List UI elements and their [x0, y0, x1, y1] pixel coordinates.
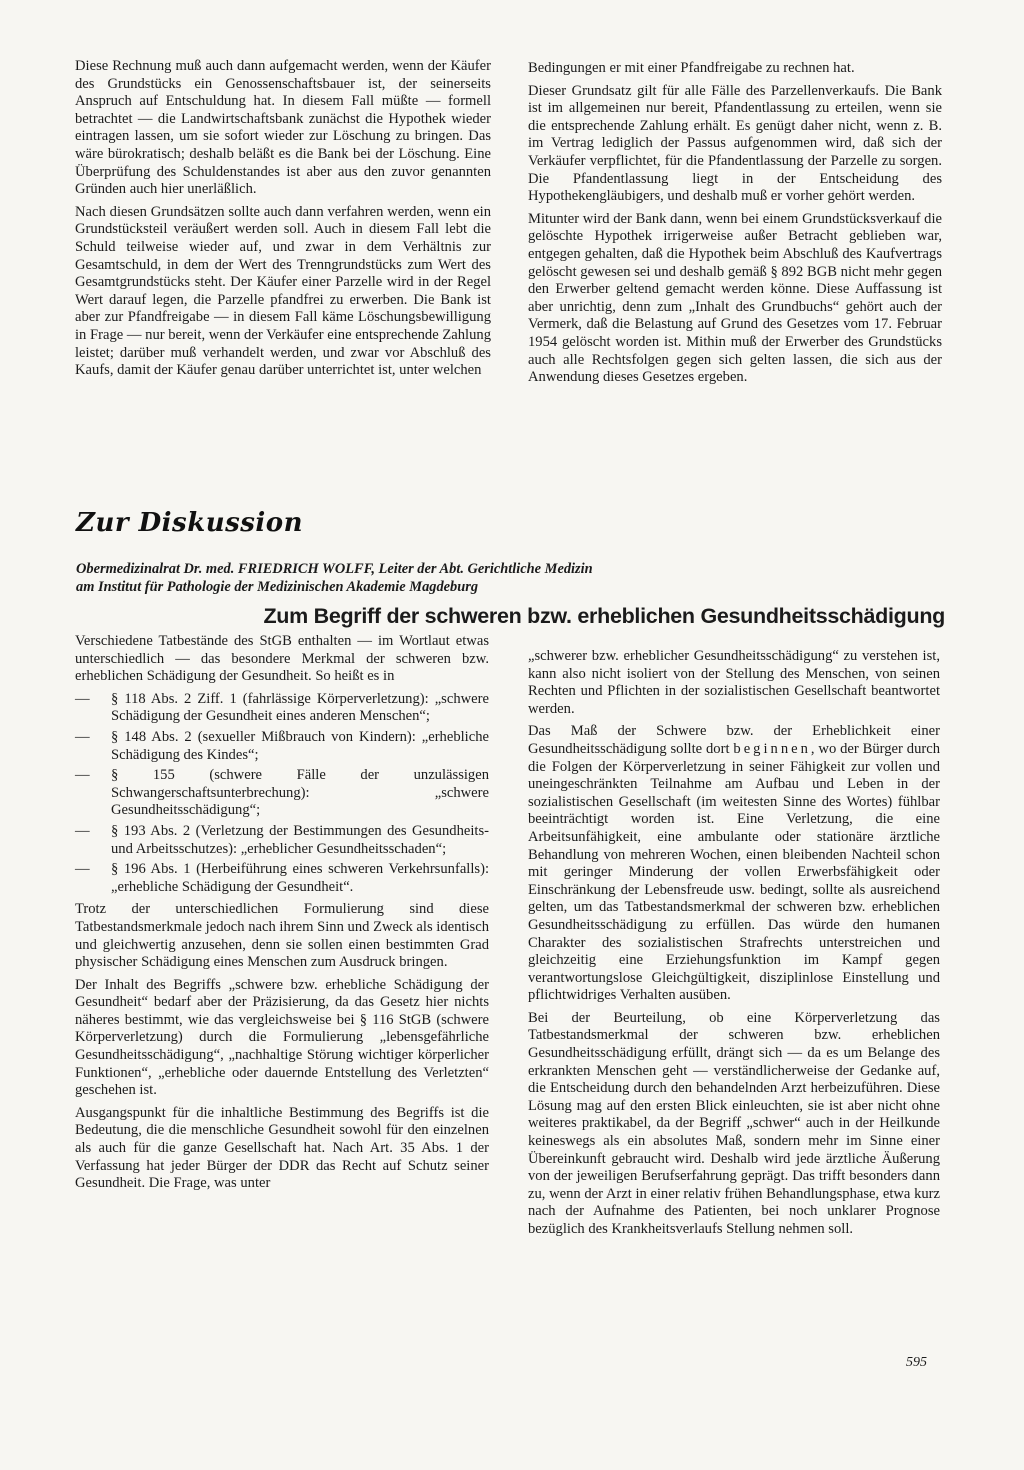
paragraph: Mitunter wird der Bank dann, wenn bei einem Grundstücksverkauf die gelöschte Hypothek irrigerweise außer Betracht geblieben war, entgegen gehalten, daß die Hypothek beim Abschluß des Kaufvertrags gelöscht gewesen sei und deshalb gemäß § 892 BGB nicht mehr gegen den Erwerber geltend gemacht werden könne. Diese Auffassung ist aber unrichtig, denn zum „Inhalt des Grundbuchs“ gehört auch der Vermerk, daß die Belastung auf Grund des Gesetzes vom 17. Februar 1954 gelöscht worden ist. Mithin muß der Erwerber des Grundstücks auch alle Rechtsfolgen gegen sich gelten lassen, die sich aus der Anwendung dieses Gesetzes ergeben. [528, 210, 942, 386]
page-number: 595 [906, 1355, 927, 1370]
list-item-text: § 196 Abs. 1 (Herbeiführung eines schweren Verkehrsunfalls): „erhebliche Schädigung der Gesundheit“. [111, 861, 489, 895]
top-right-column [528, 60, 942, 392]
emphasized-word: beginnen [733, 740, 811, 757]
author-byline [76, 560, 776, 596]
list-item [75, 823, 489, 858]
statute-list [75, 691, 489, 897]
section-heading: Zur Diskussion [76, 508, 304, 538]
paragraph: Dieser Grundsatz gilt für alle Fälle des Parzellenverkaufs. Die Bank ist im allgemeinen nur bereit, Pfandentlassung zu erteilen, wenn sie die entsprechende Zahlung erhält. Es genügt daher nicht, wenn z. B. im Vertrag lediglich der Passus aufgenommen wird, daß sich der Verkäufer verpflichtet, für die Pfandentlassung der Parzelle zu sorgen. Die Pfandentlassung liegt in der Entscheidung des Hypothekengläubigers, und deshalb muß er vorher gehört werden. [528, 82, 942, 205]
paragraph: Ausgangspunkt für die inhaltliche Bestimmung des Begriffs ist die Bedeutung, die die menschliche Gesundheit sowohl für den einzelnen als auch für die ganze Gesellschaft hat. Nach Art. 35 Abs. 1 der Verfassung hat jeder Bürger der DDR das Recht auf Schutz seiner Gesundheit. Die Frage, was unter [75, 1104, 489, 1192]
top-left-column [75, 58, 491, 385]
paragraph-end: , wo der Bürger durch die Folgen der Körperverletzung in seiner Fähigkeit zur vollen und uneingeschränkten Teilnahme am Aufbau und Leben in der sozialistischen Gesellschaft (im weitesten Sinne des Wortes) fühlbar beeinträchtigt worden ist. Eine Verletzung, die eine Arbeitsunfähigkeit, eine ambulante oder stationäre ärztliche Behandlung von mehreren Wochen, einen bleibenden Nachteil schon mit geringer Minderung der vollen Erwerbsfähigkeit oder Einschränkung der Lebensfreude usw. bedingt, sollte als ausreichend gelten, um das Tatbestandsmerkmal der schweren bzw. erheblichen Gesundheitsschädigung zu erfüllen. Das würde den humanen Charakter des sozialistischen Strafrechts unterstreichen und gleichzeitig eine Erziehungsfunktion im Kampf gegen verantwortungslose Gleichgültigkeit, disziplinlose Einstellung und pflichtwidriges Verhalten ausüben. [528, 740, 941, 1004]
list-item [75, 691, 489, 726]
dash-marker: — [75, 728, 90, 745]
paragraph: Diese Rechnung muß auch dann aufgemacht werden, wenn der Käufer des Grundstücks ein Genossenschaftsbauer ist, der seinerseits Anspruch auf Entschuldung hat. In diesem Fall müßte — formell betrachtet — die Landwirtschaftsbank zunächst die Hypothek wieder eintragen lassen, um sie sofort wieder zur Löschung zu bringen. Das wäre bürokratisch; deshalb beläßt es die Bank bei der Löschung. Eine Überprüfung des Schuldenstandes ist aber aus den zuvor genannten Gründen auch hier unerläßlich. [75, 58, 491, 198]
paragraph: Bei der Beurteilung, ob eine Körperverletzung das Tatbestandsmerkmal der schweren bzw. erheblichen Gesundheitsschädigung erfüllt, drängt sich — da es um Belange des erkrankten Menschen geht — verständlicherweise der Gedanke auf, die Entscheidung durch den behandelnden Arzt herbeizuführen. Diese Lösung mag auf den ersten Blick einleuchten, sie ist aber nicht ohne weiteres praktikabel, da der Begriff „schwer“ auch in der Heilkunde keineswegs als ein absolutes Maß, sondern mehr im Sinne einer Übereinkunft gebraucht wird. Deshalb wird jede ärztliche Äußerung von der jeweiligen Berufserfahrung geprägt. Das trifft besonders dann zu, wenn der Arzt in einer relativ frühen Behandlungsphase, etwa kurz nach der Aufnahme des Patienten, bei noch unklarer Prognose bezüglich des Krankheitsverlaufs Stellung nehmen soll. [528, 1009, 940, 1237]
paragraph: Bedingungen er mit einer Pfandfreigabe zu rechnen hat. [528, 60, 855, 76]
dash-marker: — [75, 822, 90, 839]
list-item-text: § 118 Abs. 2 Ziff. 1 (fahrlässige Körperverletzung): „schwere Schädigung der Gesundheit eines anderen Menschen“; [111, 690, 489, 725]
author-line-2: am Institut für Pathologie der Medizinischen Akademie Magdeburg [76, 579, 479, 595]
article-title: Zum Begriff der schweren bzw. erheblichen Gesundheitsschädigung [263, 604, 945, 628]
list-item-text: § 193 Abs. 2 (Verletzung der Bestimmungen des Gesundheits- und Arbeitsschutzes): „erheblicher Gesundheitsschaden“; [111, 822, 489, 857]
paragraph: „schwerer bzw. erheblicher Gesundheitsschädigung“ zu verstehen ist, kann also nicht isoliert von der Stellung des Menschen, von seinen Rechten und Pflichten in der sozialistischen Gesellschaft beantwortet werden. [528, 648, 940, 717]
dash-marker: — [75, 767, 90, 784]
paragraph-start: Das Maß der Schwere bzw. der Erheblichkeit einer Gesundheitsschädigung sollte dort [528, 723, 940, 757]
paragraph: Nach diesen Grundsätzen sollte auch dann verfahren werden, wenn ein Grundstücksteil veräußert werden soll. Auch in diesem Fall lebt die Schuld teilweise wieder auf, und zwar in dem Verhältnis zur Gesamtschuld, in dem der Wert des Trenngrundstücks zum Wert des Gesamtgrundstücks steht. Der Käufer einer Parzelle wird in der Regel Wert darauf legen, die Parzelle pfandfrei zu erwerben. Die Bank ist aber zur Pfandfreigabe — in diesem Fall käme Löschungsbewilligung in Frage — nur bereit, wenn der Verkäufer eine entsprechende Zahlung leistet; darüber muß verhandelt werden, und zwar vor Abschluß des Kaufs, damit der Käufer genau darüber unterrichtet ist, unter welchen [75, 203, 491, 379]
dash-marker: — [75, 690, 90, 707]
article-right-column [528, 648, 940, 1244]
list-item-text: § 148 Abs. 2 (sexueller Mißbrauch von Kindern): „erhebliche Schädigung des Kindes“; [111, 728, 489, 763]
article-left-column [75, 633, 489, 1198]
paragraph [528, 723, 940, 1005]
paragraph: Der Inhalt des Begriffs „schwere bzw. erhebliche Schädigung der Gesundheit“ bedarf aber der Präzisierung, da das Gesetz hier nichts näheres bestimmt, wie das vergleichsweise bei § 116 StGB (schwere Körperverletzung) durch die Formulierung „lebensgefährliche Gesundheitsschädigung“, „nachhaltige Störung wichtiger körperlicher Funktionen“, „erhebliche oder dauernde Entstellung des Verletzten“ geschehen ist. [75, 976, 489, 1099]
paragraph: Trotz der unterschiedlichen Formulierung sind diese Tatbestandsmerkmale jedoch nach ihrem Sinn und Zweck als identisch und gleichwertig anzusehen, denn sie sollen einen bestimmten Grad physischer Schädigung eines Menschen zum Ausdruck bringen. [75, 901, 489, 971]
article-intro: Verschiedene Tatbestände des StGB enthalten — im Wortlaut etwas unterschiedlich — das besondere Merkmal der schweren bzw. erheblichen Schädigung der Gesundheit. So heißt es in [75, 633, 489, 685]
dash-marker: — [75, 861, 90, 878]
list-item [75, 767, 489, 820]
list-item [75, 729, 489, 764]
list-item [75, 861, 489, 896]
list-item-text: § 155 (schwere Fälle der unzulässigen Schwangerschaftsunterbrechung): „schwere Gesundheitsschädigung“; [111, 767, 489, 819]
author-line-1: Obermedizinalrat Dr. med. FRIEDRICH WOLFF, Leiter der Abt. Gerichtliche Medizin [76, 561, 593, 577]
